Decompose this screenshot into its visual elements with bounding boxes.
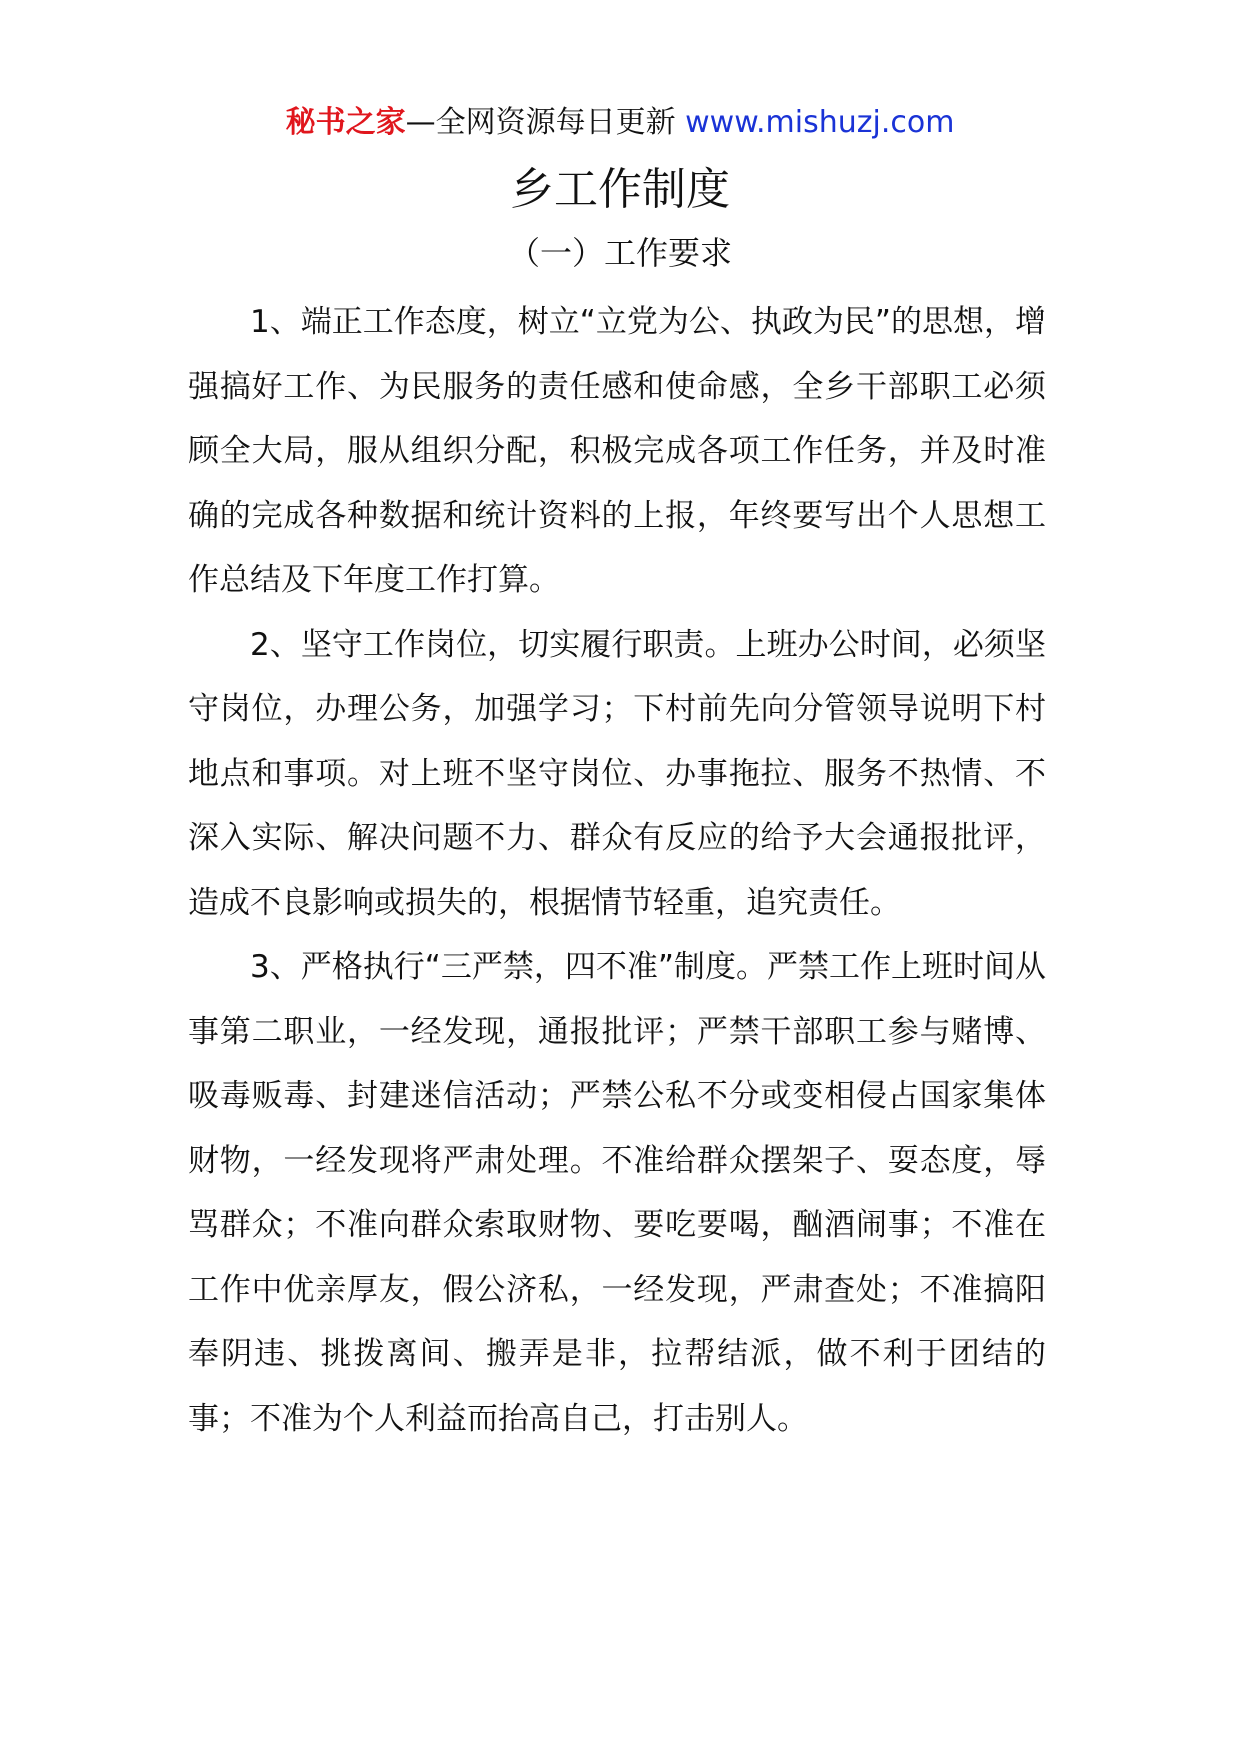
site-header xyxy=(0,100,1240,146)
paragraph-3: 3、严格执行“三严禁，四不准”制度。严禁工作上班时间从事第二职业，一经发现，通报批评；严禁干部职工参与赌博、吸毒贩毒、封建迷信活动；严禁公私不分或变相侵占国家集体财物，一经发现将严肃处理。不准给群众摆架子、耍态度，辱骂群众；不准向群众索取财物、要吃要喝，酗酒闹事；不准在工作中优亲厚友，假公济私，一经发现，严肃查处；不准搞阳奉阴违、挑拨离间、搬弄是非，拉帮结派，做不利于团结的事；不准为个人利益而抬高自己，打击别人。 xyxy=(188,949,1046,1437)
site-url-link[interactable]: www.mishuzj.com xyxy=(685,105,955,140)
section-heading: （一）工作要求 xyxy=(507,234,732,272)
site-tagline: —全网资源每日更新 xyxy=(405,105,676,140)
paragraph-2: 2、坚守工作岗位，切实履行职责。上班办公时间，必须坚守岗位，办理公务，加强学习；下村前先向分管领导说明下村地点和事项。对上班不坚守岗位、办事拖拉、服务不热情、不深入实际、解决问题不力、群众有反应的给予大会通报批评，造成不良影响或损失的，根据情节轻重，追究责任。 xyxy=(188,626,1046,921)
document-title: 乡工作制度 xyxy=(510,164,730,215)
paragraph-1: 1、端正工作态度，树立“立党为公、执政为民”的思想，增强搞好工作、为民服务的责任感和使命感，全乡干部职工必须顾全大局，服从组织分配，积极完成各项工作任务，并及时准确的完成各种数据和统计资料的上报，年终要写出个人思想工作总结及下年度工作打算。 xyxy=(188,304,1046,598)
site-brand: 秘书之家 xyxy=(285,105,406,140)
document-body xyxy=(188,290,1046,1451)
